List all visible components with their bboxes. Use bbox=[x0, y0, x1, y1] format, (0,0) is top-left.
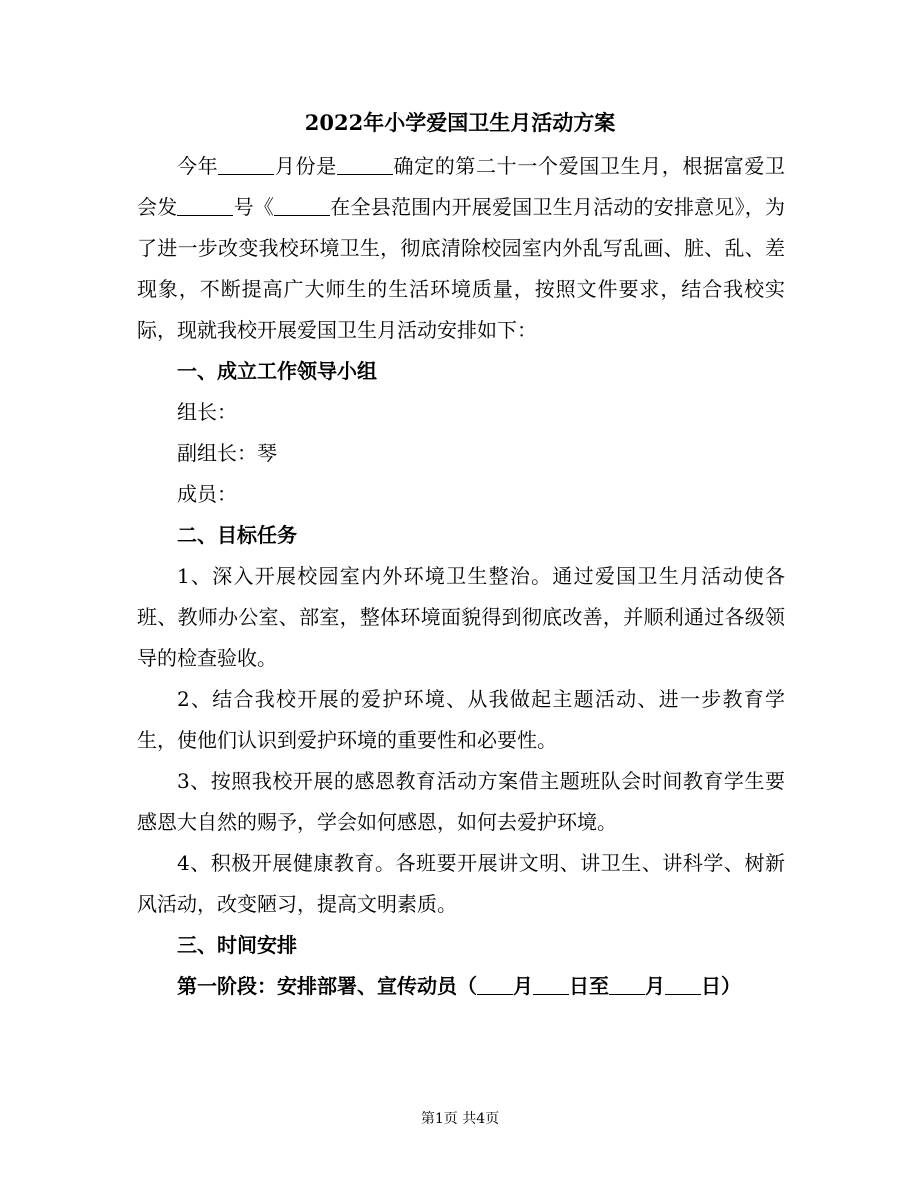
intro-text-1: 今年 bbox=[177, 154, 219, 178]
blank-underline bbox=[337, 156, 393, 175]
phase-1-line bbox=[137, 966, 785, 1007]
task-item-2: 2、结合我校开展的爱护环境、从我做起主题活动、进一步教育学生，使他们认识到爱护环境的重要性和必要性。 bbox=[137, 687, 785, 752]
page-footer: 第1页 共4页 bbox=[420, 1111, 500, 1127]
intro-text-5: 在全县范围内开展爱国卫生月活动的安排意见》，为了进一步改变我校环境卫生，彻底清除校园室内外乱写乱画、脏、乱、差现象，不断提高广大师生的生活环境质量，按照文件要求，结合我校实际，现就我校开展爱国卫生月活动安排如下： bbox=[137, 195, 786, 342]
phase-1-day-2: 日） bbox=[701, 974, 741, 998]
section-heading-3: 三、时间安排 bbox=[177, 933, 297, 957]
blank-underline bbox=[177, 197, 233, 216]
blank-underline bbox=[477, 976, 513, 995]
task-item-1: 1、深入开展校园室内外环境卫生整治。通过爱国卫生月活动使各班、教师办公室、部室，整体环境面貌得到彻底改善，并顺利通过各级领导的检查验收。 bbox=[137, 564, 785, 670]
task-item-4: 4、积极开展健康教育。各班要开展讲文明、讲卫生、讲科学、树新风活动，改变陋习，提高文明素质。 bbox=[137, 851, 785, 916]
blank-underline bbox=[218, 156, 274, 175]
section-heading-1: 一、成立工作领导小组 bbox=[177, 359, 377, 383]
section-heading-2: 二、目标任务 bbox=[177, 523, 297, 547]
document-title: 2022年小学爱国卫生月活动方案 bbox=[304, 110, 616, 135]
intro-paragraph bbox=[137, 146, 785, 351]
intro-text-3: 确定的第二十一个爱国卫生月，根据富爱卫会发 bbox=[137, 154, 786, 219]
members-line: 成员： bbox=[177, 482, 237, 506]
phase-1-month-2: 月 bbox=[645, 974, 665, 998]
document-body bbox=[137, 146, 785, 1007]
task-item-3: 3、按照我校开展的感恩教育活动方案借主题班队会时间教育学生要感恩大自然的赐予，学会如何感恩，如何去爱护环境。 bbox=[137, 769, 785, 834]
intro-text-4: 号《 bbox=[233, 195, 275, 219]
phase-1-day-1: 日至 bbox=[569, 974, 609, 998]
blank-underline bbox=[533, 976, 569, 995]
blank-underline bbox=[665, 976, 701, 995]
vice-leader-line: 副组长：琴 bbox=[177, 441, 277, 465]
intro-text-2: 月份是 bbox=[274, 154, 337, 178]
leader-line: 组长： bbox=[177, 400, 237, 424]
phase-1-month-1: 月 bbox=[513, 974, 533, 998]
blank-underline bbox=[274, 197, 330, 216]
blank-underline bbox=[609, 976, 645, 995]
phase-1-label: 第一阶段：安排部署、宣传动员（ bbox=[177, 974, 477, 998]
